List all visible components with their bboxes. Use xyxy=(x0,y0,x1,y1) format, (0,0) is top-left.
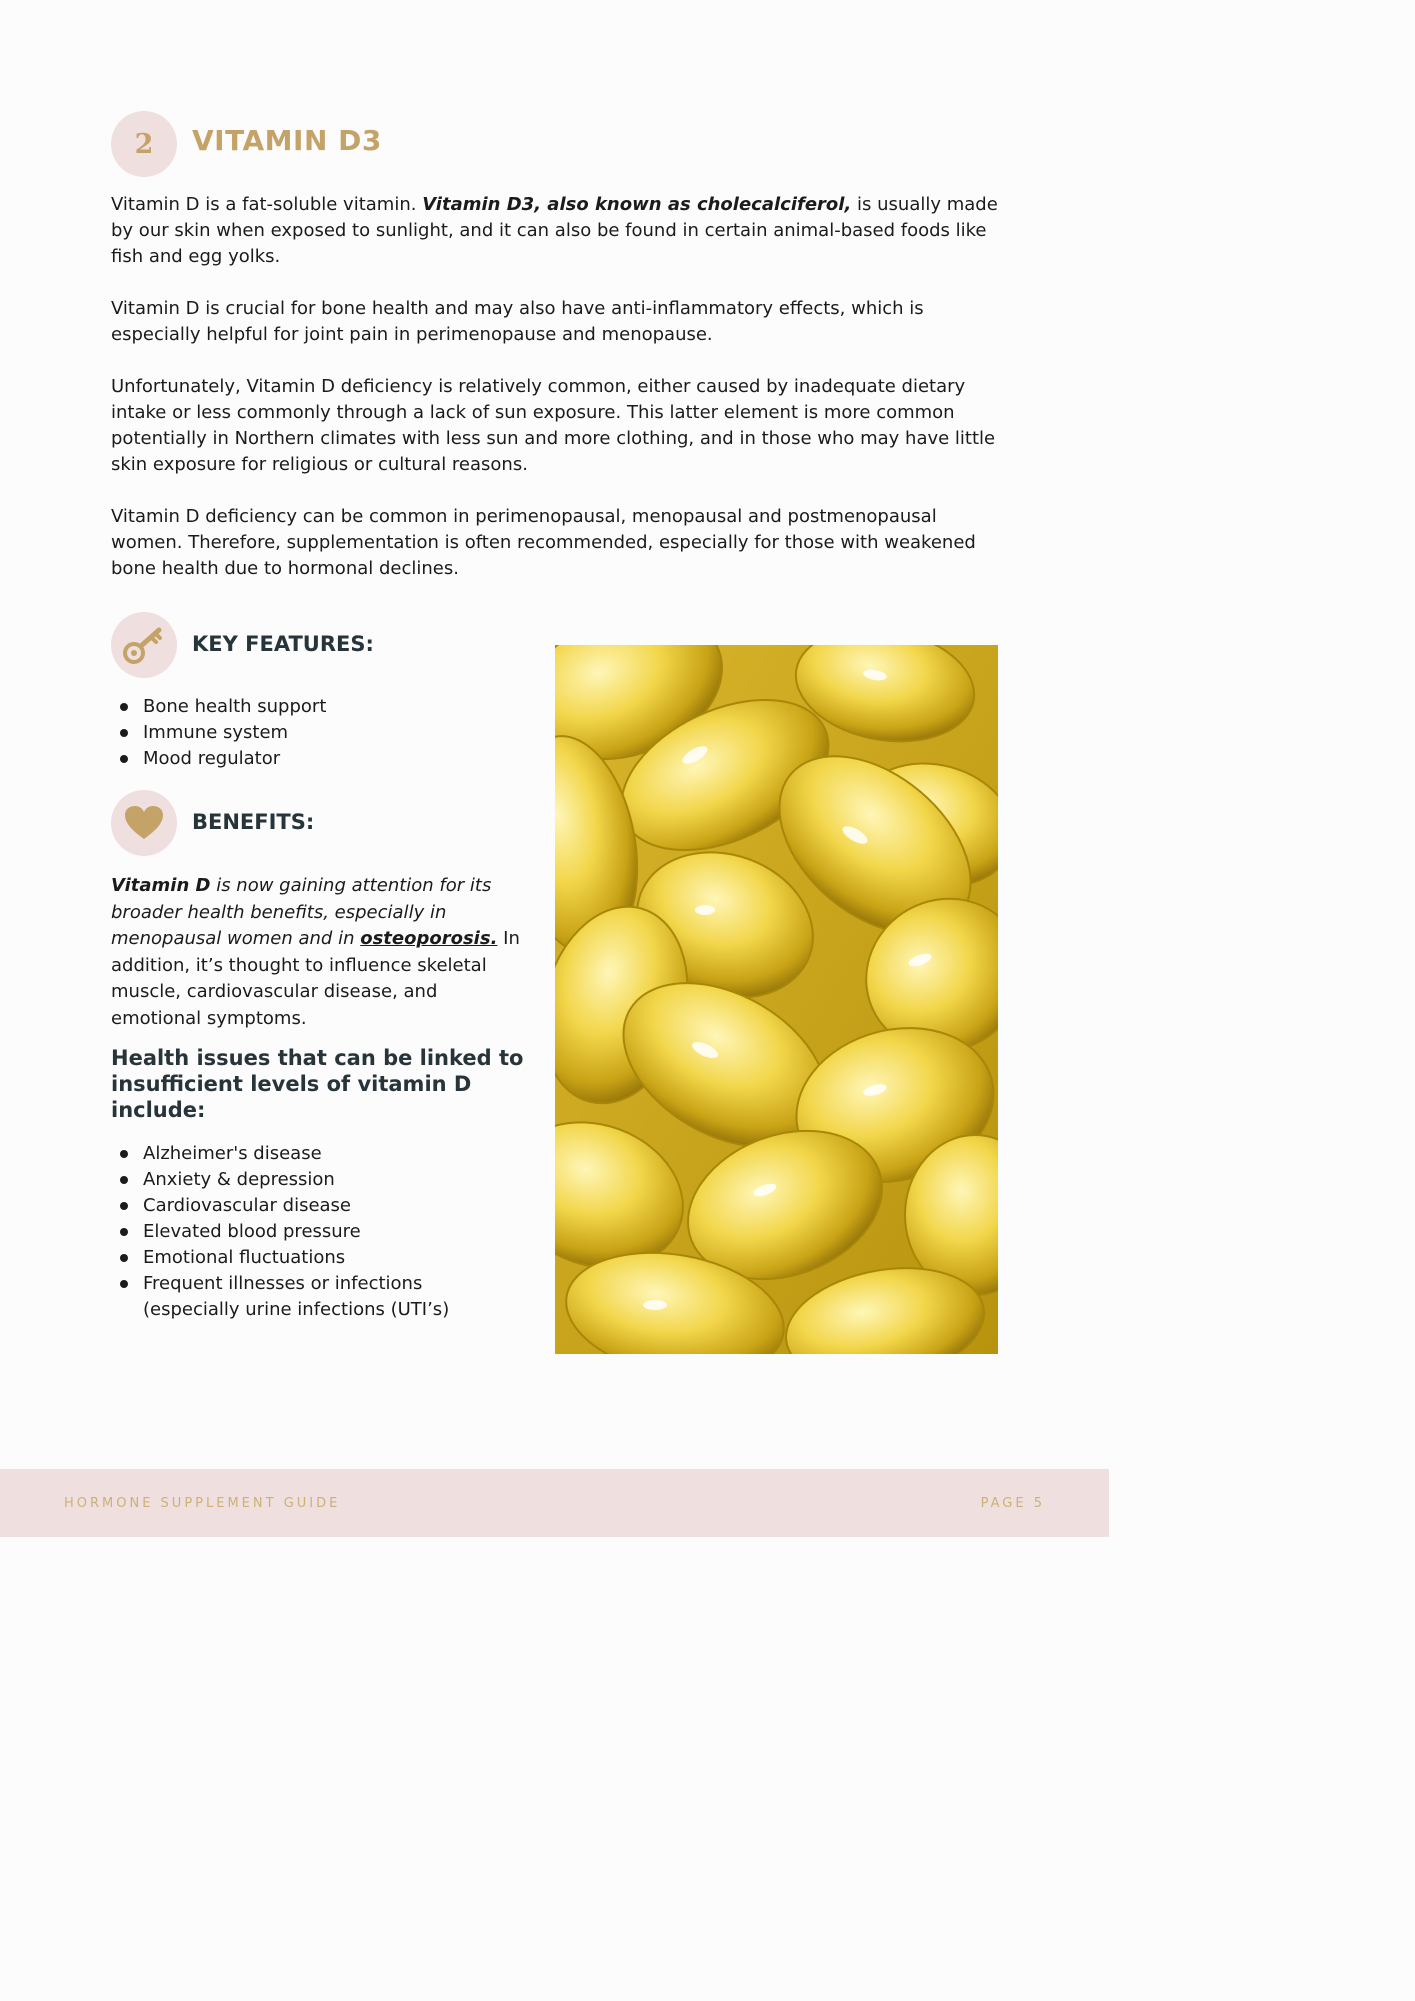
intro-paragraph-3: Unfortunately, Vitamin D deficiency is relatively common, either caused by inadequate dietary intake or less commonly through a lack of sun exposure. This latter element is more common potentially in Northern climates with less sun and more clothing, and in those who may have little skin exposure for religious or cultural reasons. xyxy=(111,376,996,475)
benefits-paragraph xyxy=(111,873,531,1032)
benefits-badge xyxy=(111,790,177,856)
intro-paragraph-1 xyxy=(111,192,1006,270)
benefits-italic-text: is now gaining attention for its broader health benefits, especially in menopausal women and in xyxy=(111,875,492,949)
heart-icon xyxy=(124,805,164,841)
intro-paragraph-4: Vitamin D deficiency can be common in perimenopausal, menopausal and postmenopausal women. Therefore, supplementation is often recommended, especially for those with weakened bone health due to hormonal declines. xyxy=(111,506,976,579)
health-issues-list xyxy=(111,1141,531,1323)
list-item: Cardiovascular disease xyxy=(111,1193,531,1219)
intro-p1-end: is usually made by our skin when exposed to sunlight, and it can also be found in certain animal-based foods like fish and egg yolks. xyxy=(111,194,998,267)
list-item: Alzheimer's disease xyxy=(111,1141,531,1167)
key-features-list xyxy=(111,694,531,772)
benefits-rest: In addition, it’s thought to influence skeletal muscle, cardiovascular disease, and emotional symptoms. xyxy=(111,928,520,1029)
intro-paragraph-2: Vitamin D is crucial for bone health and may also have anti-inflammatory effects, which is especially helpful for joint pain in perimenopause and menopause. xyxy=(111,298,924,345)
list-item: Mood regulator xyxy=(111,746,531,772)
intro-p1-start: Vitamin D is a fat-soluble vitamin. xyxy=(111,194,423,215)
page-footer xyxy=(0,1469,1109,1537)
key-features-badge xyxy=(111,612,177,678)
list-item: Immune system xyxy=(111,720,531,746)
list-item: Anxiety & depression xyxy=(111,1167,531,1193)
benefits-heading: BENEFITS: xyxy=(192,810,315,834)
list-item: Bone health support xyxy=(111,694,531,720)
benefits-subject: Vitamin D xyxy=(111,875,211,896)
benefits-osteoporosis: osteoporosis. xyxy=(360,928,498,949)
key-icon xyxy=(121,622,167,668)
list-item: Emotional fluctuations xyxy=(111,1245,531,1271)
intro-p1-emphasis: Vitamin D3, also known as cholecalciferol, xyxy=(422,194,852,215)
list-item: Frequent illnesses or infections (especially urine infections (UTI’s) xyxy=(111,1271,473,1323)
health-issues-heading: Health issues that can be linked to insufficient levels of vitamin D include: xyxy=(111,1046,524,1122)
footer-guide-title: HORMONE SUPPLEMENT GUIDE xyxy=(64,1496,341,1511)
vitamin-capsules-photo xyxy=(555,645,998,1354)
page-number: PAGE 5 xyxy=(980,1496,1045,1511)
intro-text xyxy=(111,192,1006,608)
page-title: VITAMIN D3 xyxy=(192,124,382,157)
key-features-heading: KEY FEATURES: xyxy=(192,632,374,656)
section-number: 2 xyxy=(134,128,154,160)
section-number-badge xyxy=(111,111,177,177)
list-item: Elevated blood pressure xyxy=(111,1219,531,1245)
